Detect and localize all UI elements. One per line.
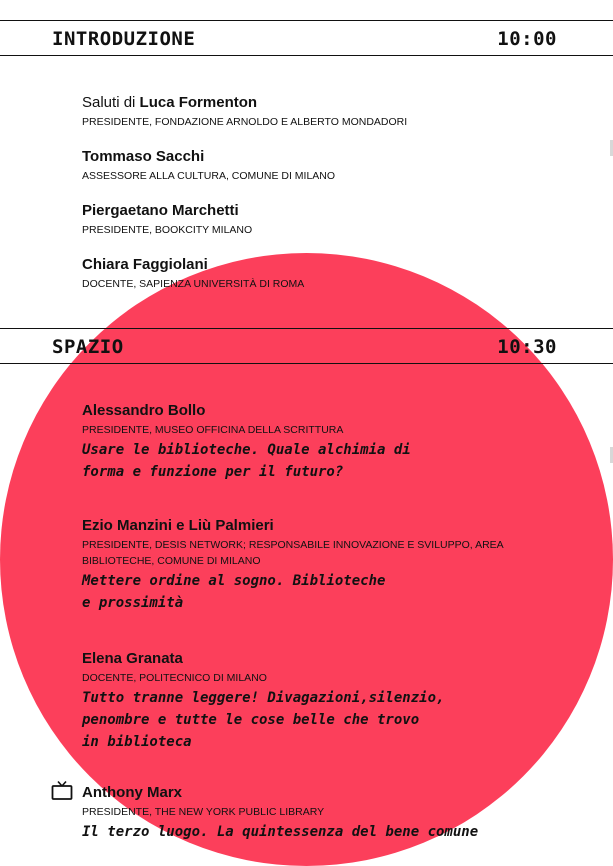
speaker-name: Luca Formenton	[139, 94, 258, 111]
talk-title-line: penombre e tutte le cose belle che trovo	[82, 712, 420, 728]
speaker-name: Elena Granata	[82, 650, 183, 667]
speaker-name-line	[82, 517, 552, 535]
speaker-entry	[82, 650, 552, 753]
section-time: 10:30	[497, 336, 557, 358]
section-header-introduzione	[0, 20, 613, 56]
speaker-role-line: BIBLIOTECHE, COMUNE DI MILANO	[82, 555, 261, 567]
talk-title	[82, 687, 552, 753]
speaker-role: ASSESSORE ALLA CULTURA, COMUNE DI MILANO	[82, 170, 336, 182]
speaker-role	[82, 537, 552, 569]
speaker-entry	[82, 148, 552, 184]
talk-title-line: Il terzo luogo. La quintessenza del bene comune	[82, 824, 479, 840]
speaker-name-line	[82, 202, 552, 220]
speaker-role: DOCENTE, SAPIENZA UNIVERSITÀ DI ROMA	[82, 278, 305, 290]
speaker-name: Anthony Marx	[82, 784, 183, 801]
speaker-role: PRESIDENTE, FONDAZIONE ARNOLDO E ALBERTO MONDADORI	[82, 116, 408, 128]
speaker-entry	[82, 256, 552, 292]
speaker-name-line	[82, 650, 552, 668]
talk-title-line: Tutto tranne leggere! Divagazioni,silenzio,	[82, 690, 445, 706]
speaker-name: Piergaetano Marchetti	[82, 202, 239, 219]
talk-title-line: e prossimità	[82, 595, 184, 611]
section-header-spazio	[0, 328, 613, 364]
speaker-name-line	[82, 784, 552, 802]
section-title: SPAZIO	[52, 336, 124, 358]
section-time: 10:00	[497, 28, 557, 50]
speaker-name: Tommaso Sacchi	[82, 148, 205, 165]
speaker-entry	[82, 94, 552, 130]
speaker-name: Ezio Manzini e Liù Palmieri	[82, 517, 274, 534]
talk-title	[82, 821, 552, 843]
speaker-prefix: Saluti di	[82, 94, 140, 111]
speaker-name-line	[82, 402, 552, 420]
talk-title	[82, 439, 552, 483]
talk-title	[82, 570, 552, 614]
tv-icon	[51, 780, 73, 802]
speaker-name-line	[82, 256, 552, 274]
section-title: INTRODUZIONE	[52, 28, 196, 50]
talk-title-line: forma e funzione per il futuro?	[82, 464, 344, 480]
speaker-name: Alessandro Bollo	[82, 402, 206, 419]
speaker-name: Chiara Faggiolani	[82, 256, 208, 273]
speaker-role: DOCENTE, POLITECNICO DI MILANO	[82, 672, 267, 684]
speaker-role-line: PRESIDENTE, DESIS NETWORK; RESPONSABILE INNOVAZIONE E SVILUPPO, AREA	[82, 539, 504, 551]
speaker-name-line	[82, 94, 552, 112]
speaker-role: PRESIDENTE, MUSEO OFFICINA DELLA SCRITTURA	[82, 424, 344, 436]
speaker-entry	[82, 784, 552, 843]
talk-title-line: Mettere ordine al sogno. Biblioteche	[82, 573, 386, 589]
speaker-entry	[82, 517, 552, 614]
speaker-role: PRESIDENTE, BOOKCITY MILANO	[82, 224, 253, 236]
speaker-entry	[82, 202, 552, 238]
speaker-entry	[82, 402, 552, 483]
talk-title-line: in biblioteca	[82, 734, 192, 750]
speaker-role: PRESIDENTE, THE NEW YORK PUBLIC LIBRARY	[82, 806, 325, 818]
talk-title-line: Usare le biblioteche. Quale alchimia di	[82, 442, 411, 458]
speaker-name-line	[82, 148, 552, 166]
